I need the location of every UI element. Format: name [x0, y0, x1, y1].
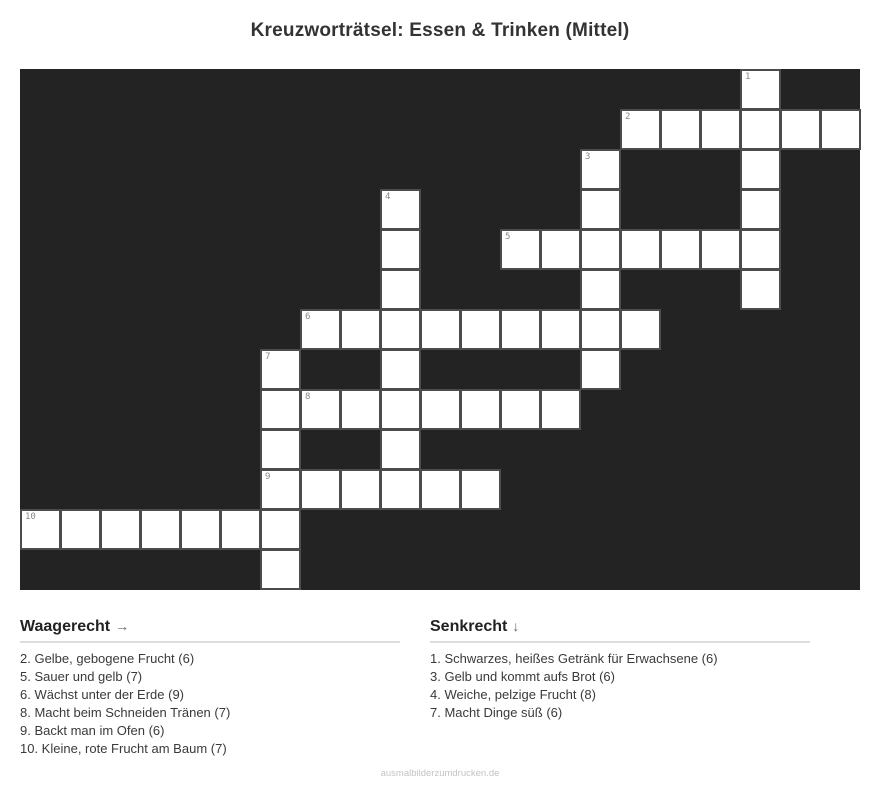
cell-number: 3 [585, 152, 591, 162]
page-title: Kreuzworträtsel: Essen & Trinken (Mittel) [250, 20, 630, 41]
grid-cell[interactable] [300, 309, 341, 350]
grid-cell[interactable] [820, 109, 861, 150]
grid-cell[interactable] [540, 389, 581, 430]
grid-cell[interactable] [340, 309, 381, 350]
grid-cell[interactable] [300, 389, 341, 430]
grid-cell[interactable] [740, 69, 781, 110]
grid-cell[interactable] [20, 509, 61, 550]
grid-cell[interactable] [140, 509, 181, 550]
clue-item: 3. Gelb und kommt aufs Brot (6) [430, 669, 615, 684]
down-clue-list [430, 650, 810, 722]
grid-cell[interactable] [580, 349, 621, 390]
grid-cell[interactable] [380, 349, 421, 390]
across-clues-section [20, 618, 400, 758]
site-credit: ausmalbilderzumdrucken.de [380, 768, 500, 779]
clue-item: 5. Sauer und gelb (7) [20, 669, 143, 684]
grid-cell[interactable] [420, 309, 461, 350]
clue-item: 6. Wächst unter der Erde (9) [20, 687, 185, 702]
grid-cell[interactable] [700, 229, 741, 270]
grid-cell[interactable] [700, 109, 741, 150]
grid-cell[interactable] [220, 509, 261, 550]
cell-number: 9 [265, 472, 271, 482]
grid-cell[interactable] [100, 509, 141, 550]
across-clue-list [20, 650, 400, 758]
clue-item: 7. Macht Dinge süß (6) [430, 705, 563, 720]
grid-cell[interactable] [260, 429, 301, 470]
grid-cell[interactable] [500, 389, 541, 430]
grid-cell[interactable] [740, 269, 781, 310]
grid-cell[interactable] [740, 149, 781, 190]
grid-cell[interactable] [540, 229, 581, 270]
down-clues-section [430, 618, 810, 722]
grid-cell[interactable] [660, 229, 701, 270]
grid-cell[interactable] [260, 509, 301, 550]
grid-cell[interactable] [180, 509, 221, 550]
clue-item: 4. Weiche, pelzige Frucht (8) [430, 687, 596, 702]
grid-cell[interactable] [460, 309, 501, 350]
grid-cell[interactable] [740, 229, 781, 270]
grid-cell[interactable] [740, 189, 781, 230]
grid-cell[interactable] [340, 469, 381, 510]
grid-cell[interactable] [380, 469, 421, 510]
grid-cell[interactable] [580, 269, 621, 310]
grid-cell[interactable] [380, 309, 421, 350]
grid-cell[interactable] [580, 189, 621, 230]
grid-cell[interactable] [380, 269, 421, 310]
grid-cell[interactable] [580, 229, 621, 270]
grid-cell[interactable] [420, 469, 461, 510]
grid-cell[interactable] [780, 109, 821, 150]
cell-number: 1 [745, 72, 751, 82]
across-heading [20, 618, 400, 643]
grid-cell[interactable] [260, 349, 301, 390]
grid-cell[interactable] [580, 149, 621, 190]
grid-cell[interactable] [60, 509, 101, 550]
clue-item: 10. Kleine, rote Frucht am Baum (7) [20, 741, 227, 756]
cell-number: 8 [305, 392, 311, 402]
grid-cell[interactable] [620, 109, 661, 150]
grid-cell[interactable] [380, 429, 421, 470]
down-heading [430, 618, 810, 643]
grid-cell[interactable] [420, 389, 461, 430]
clue-item: 2. Gelbe, gebogene Frucht (6) [20, 651, 195, 666]
grid-cell[interactable] [540, 309, 581, 350]
grid-cell[interactable] [380, 229, 421, 270]
cell-number: 2 [625, 112, 631, 122]
grid-cell[interactable] [660, 109, 701, 150]
crossword-grid [20, 69, 860, 590]
grid-cell[interactable] [740, 109, 781, 150]
grid-cell[interactable] [260, 469, 301, 510]
grid-cell[interactable] [500, 229, 541, 270]
cell-number: 5 [505, 232, 511, 242]
down-heading-label: Senkrecht [430, 618, 508, 635]
grid-cell[interactable] [380, 389, 421, 430]
grid-cell[interactable] [620, 309, 661, 350]
cell-number: 10 [25, 512, 36, 522]
clue-item: 8. Macht beim Schneiden Tränen (7) [20, 705, 231, 720]
grid-cell[interactable] [340, 389, 381, 430]
right-arrow-icon: → [115, 618, 130, 634]
grid-cell[interactable] [300, 469, 341, 510]
grid-cell[interactable] [460, 469, 501, 510]
clue-item: 9. Backt man im Ofen (6) [20, 723, 165, 738]
down-arrow-icon: ↓ [512, 618, 520, 634]
grid-cell[interactable] [620, 229, 661, 270]
clue-item: 1. Schwarzes, heißes Getränk für Erwachsene (6) [430, 651, 718, 666]
across-heading-label: Waagerecht [20, 618, 111, 635]
cell-number: 4 [385, 192, 391, 202]
grid-cell[interactable] [380, 189, 421, 230]
grid-cell[interactable] [260, 389, 301, 430]
grid-cell[interactable] [260, 549, 301, 590]
cell-number: 6 [305, 312, 311, 322]
cell-number: 7 [265, 352, 271, 362]
grid-cell[interactable] [500, 309, 541, 350]
grid-cell[interactable] [580, 309, 621, 350]
grid-cell[interactable] [460, 389, 501, 430]
